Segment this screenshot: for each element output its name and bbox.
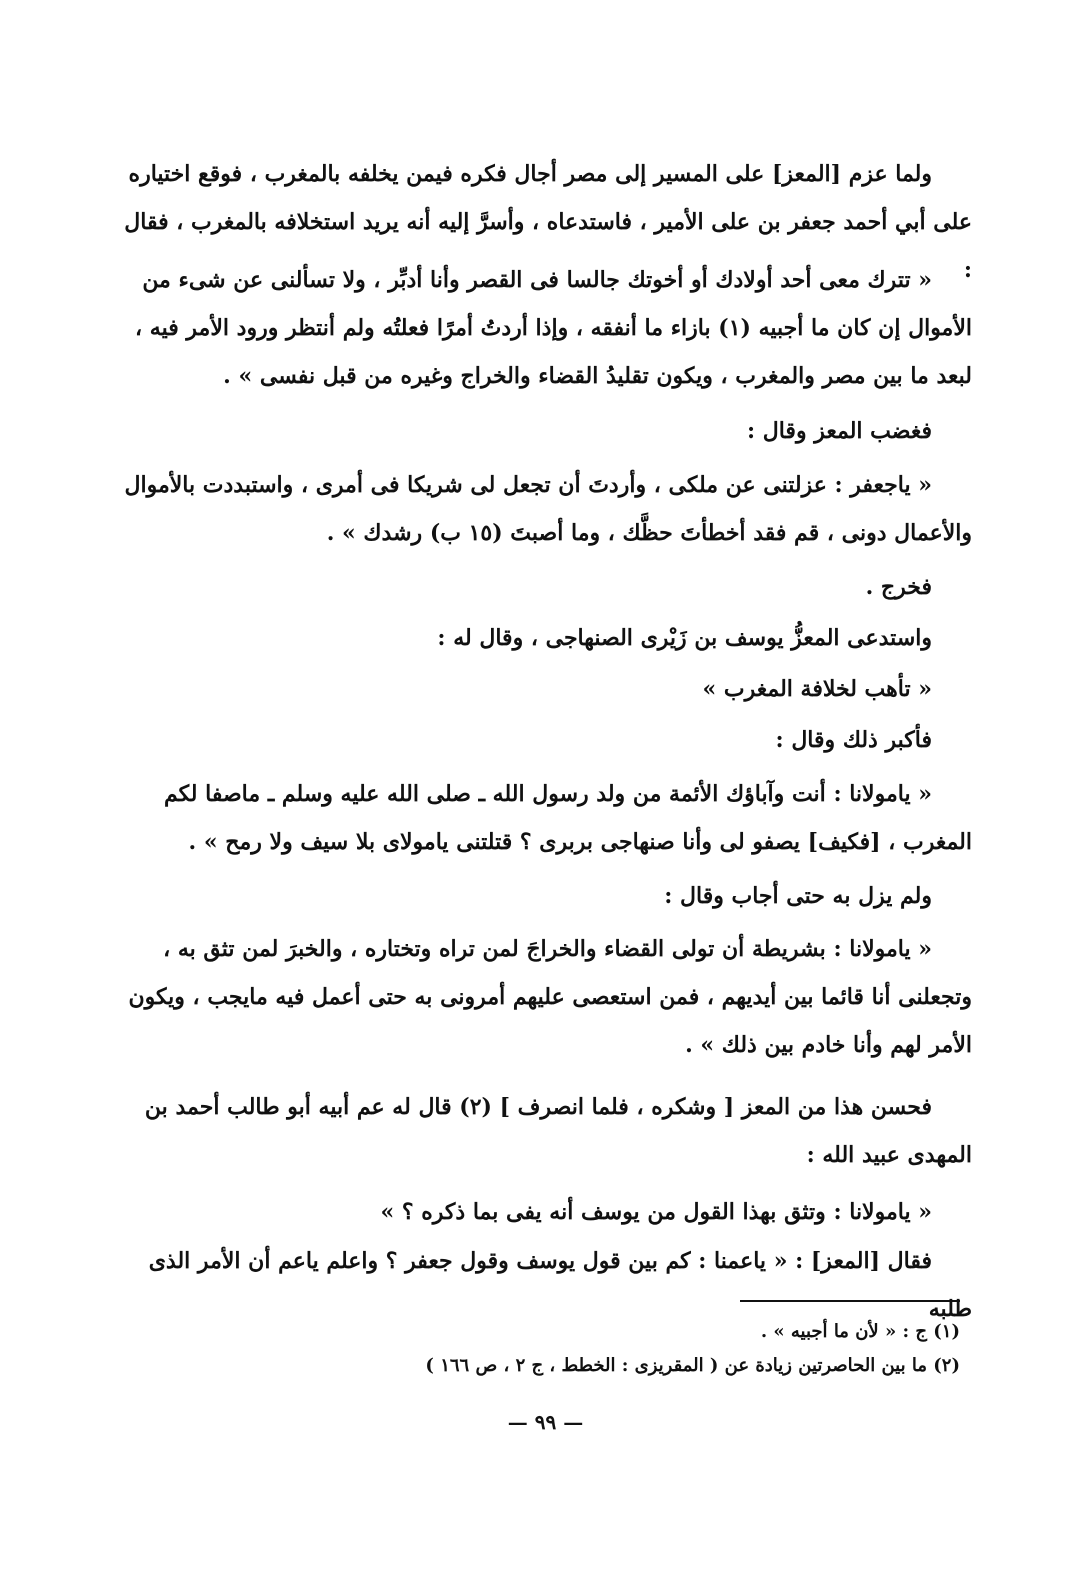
- paragraph-3: فغضب المعز وقال :: [746, 418, 932, 444]
- paragraph-5: فخرج .: [865, 574, 932, 600]
- paragraph-11: « يامولانا : بشريطة أن تولى القضاء والخراجَ لمن تراه وتختاره ، والخبرَ لمن تثق به ، وتجعلنى أنا قائما بين أيديهم ، فمن استعصى عليهم أمرونى به حتى أعمل فيه مايجب ، ويكون الأمر لهم وأنا خادم بين ذلك » .: [128, 936, 972, 1058]
- footnote-separator: [740, 1300, 960, 1302]
- paragraph-6: واستدعى المعزُّ يوسف بن زَيْرى الصنهاجى ، وقال له :: [437, 625, 932, 651]
- paragraph-2: « تترك معى أحد أولادك أو أخوتك جالسا فى القصر وأنا أدبِّر ، ولا تسألنى عن شىء من الأموال إن كان ما أجبيه (١) بازاء ما أنفقه ، وإذا أردتُ أمرًا فعلتُه ولم أنتظر ورود الأمر فيه ، لبعد ما بين مصر والمغرب ، ويكون تقليدُ القضاء والخراج وغيره من قبل نفسى » .: [135, 267, 972, 389]
- paragraph-7: « تأهب لخلافة المغرب »: [702, 676, 932, 702]
- page-number: — ٩٩ —: [507, 1410, 584, 1434]
- paragraph-4: « ياجعفر : عزلتنى عن ملكى ، وأردتَ أن تجعل لى شريكا فى أمرى ، واستبددت بالأموال والأعمال دونى ، قم فقد أخطأتَ حظَّك ، وما أصبتَ (١٥ ب) رشدك » .: [124, 472, 972, 546]
- paragraph-10: ولم يزل به حتى أجاب وقال :: [664, 883, 932, 909]
- footnote-2: (٢) ما بين الحاصرتين زيادة عن ( المقريزى : الخطط ، ج ٢ ، ص ١٦٦ ): [425, 1355, 960, 1376]
- paragraph-9: « يامولانا : أنت وآباؤك الأئمة من ولد رسول الله ـ صلى الله عليه وسلم ـ ماصفا لكم المغرب ، [فكيف] يصفو لى وأنا صنهاجى بربرى ؟ قتلتنى يامولاى بلا سيف ولا رمح » .: [164, 781, 972, 855]
- paragraph-14: فقال [المعز] : « ياعمنا : كم بين قول يوسف وقول جعفر ؟ واعلم ياعم أن الأمر الذى طلبه: [148, 1248, 972, 1322]
- paragraph-8: فأكبر ذلك وقال :: [775, 727, 932, 753]
- paragraph-1: ولما عزم [المعز] على المسير إلى مصر أجال فكره فيمن يخلفه بالمغرب ، فوقع اختياره على أبي أحمد جعفر بن على الأمير ، فاستدعاه ، وأسرَّ إليه أنه يريد استخلافه بالمغرب ، فقال :: [124, 161, 972, 283]
- footnote-1: (١) ج : « لأن ما أجبيه » .: [760, 1321, 960, 1342]
- paragraph-13: « يامولانا : وتثق بهذا القول من يوسف أنه يفى بما ذكره ؟ »: [380, 1199, 932, 1225]
- paragraph-12: فحسن هذا من المعز [ وشكره ، فلما انصرف ] (٢) قال له عم أبيه أبو طالب أحمد بن المهدى عبيد الله :: [144, 1094, 972, 1168]
